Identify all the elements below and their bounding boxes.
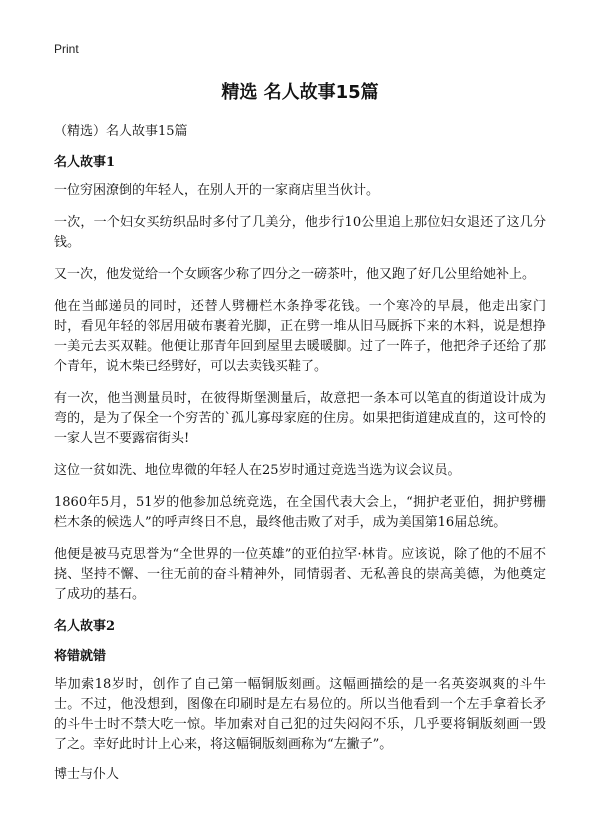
story-1-paragraph: 他在当邮递员的同时，还替人劈栅栏木条挣零花钱。一个寒冷的早晨，他走出家门时，看见年轻的邻居用破布裹着光脚，正在劈一堆从旧马厩拆下来的木料，说是想挣一美元去买双鞋。他便让那青年回到屋里去暖暖脚。过了一阵子，他把斧子还给了那个青年，说木柴已经劈好，可以去卖钱买鞋了。 bbox=[54, 299, 546, 374]
document-subtitle: （精选）名人故事15篇 bbox=[54, 124, 188, 139]
story-1-paragraph: 一位穷困潦倒的年轻人，在别人开的一家商店里当伙计。 bbox=[54, 183, 380, 198]
section-heading-story-1: 名人故事1 bbox=[54, 155, 116, 170]
print-link[interactable]: Print bbox=[54, 42, 79, 56]
story-2-paragraph: 博士与仆人 bbox=[54, 767, 120, 782]
story-2-subheading: 将错就错 bbox=[54, 649, 107, 664]
story-2-paragraph: 毕加索18岁时，创作了自己第一幅铜版刻画。这幅画描绘的是一名英姿飒爽的斗牛士。不过，他没想到，图像在印刷时是左右易位的。所以当他看到一个左手拿着长矛的斗牛士时不禁大吃一惊。毕加索对自己犯的过失闷闷不乐，几乎要将铜版刻画一毁了之。幸好此时计上心来，将这幅铜版刻画称为“左撇子”。 bbox=[54, 677, 546, 752]
story-1-paragraph: 又一次，他发觉给一个女顾客少称了四分之一磅茶叶，他又跑了好几公里给她补上。 bbox=[54, 267, 536, 282]
section-heading-story-2: 名人故事2 bbox=[54, 619, 116, 634]
story-1-paragraph: 一次，一个妇女买纺织品时多付了几美分，他步行10公里追上那位妇女退还了这几分钱。 bbox=[54, 215, 546, 250]
story-1-paragraph: 1860年5月，51岁的他参加总统竞选，在全国代表大会上，“拥护老亚伯，拥护劈栅栏木条的候选人”的呼声终日不息，最终他击败了对手，成为美国第16届总统。 bbox=[54, 495, 546, 530]
document-title: 精选 名人故事15篇 bbox=[221, 82, 379, 103]
story-1-paragraph: 他便是被马克思誉为“全世界的一位英雄”的亚伯拉罕·林肯。应该说，除了他的不屈不挠、坚持不懈、一往无前的奋斗精神外，同情弱者、无私善良的崇高美德，为他奠定了成功的基石。 bbox=[54, 547, 546, 602]
story-1-paragraph: 这位一贫如洗、地位卑微的年轻人在25岁时通过竞选当选为议会议员。 bbox=[54, 463, 461, 478]
story-1-paragraph: 有一次，他当测量员时，在彼得斯堡测量后，故意把一条本可以笔直的街道设计成为弯的，是为了保全一个穷苦的`孤儿寡母家庭的住房。如果把街道建成直的，这可怜的一家人岂不要露宿街头! bbox=[54, 391, 546, 446]
